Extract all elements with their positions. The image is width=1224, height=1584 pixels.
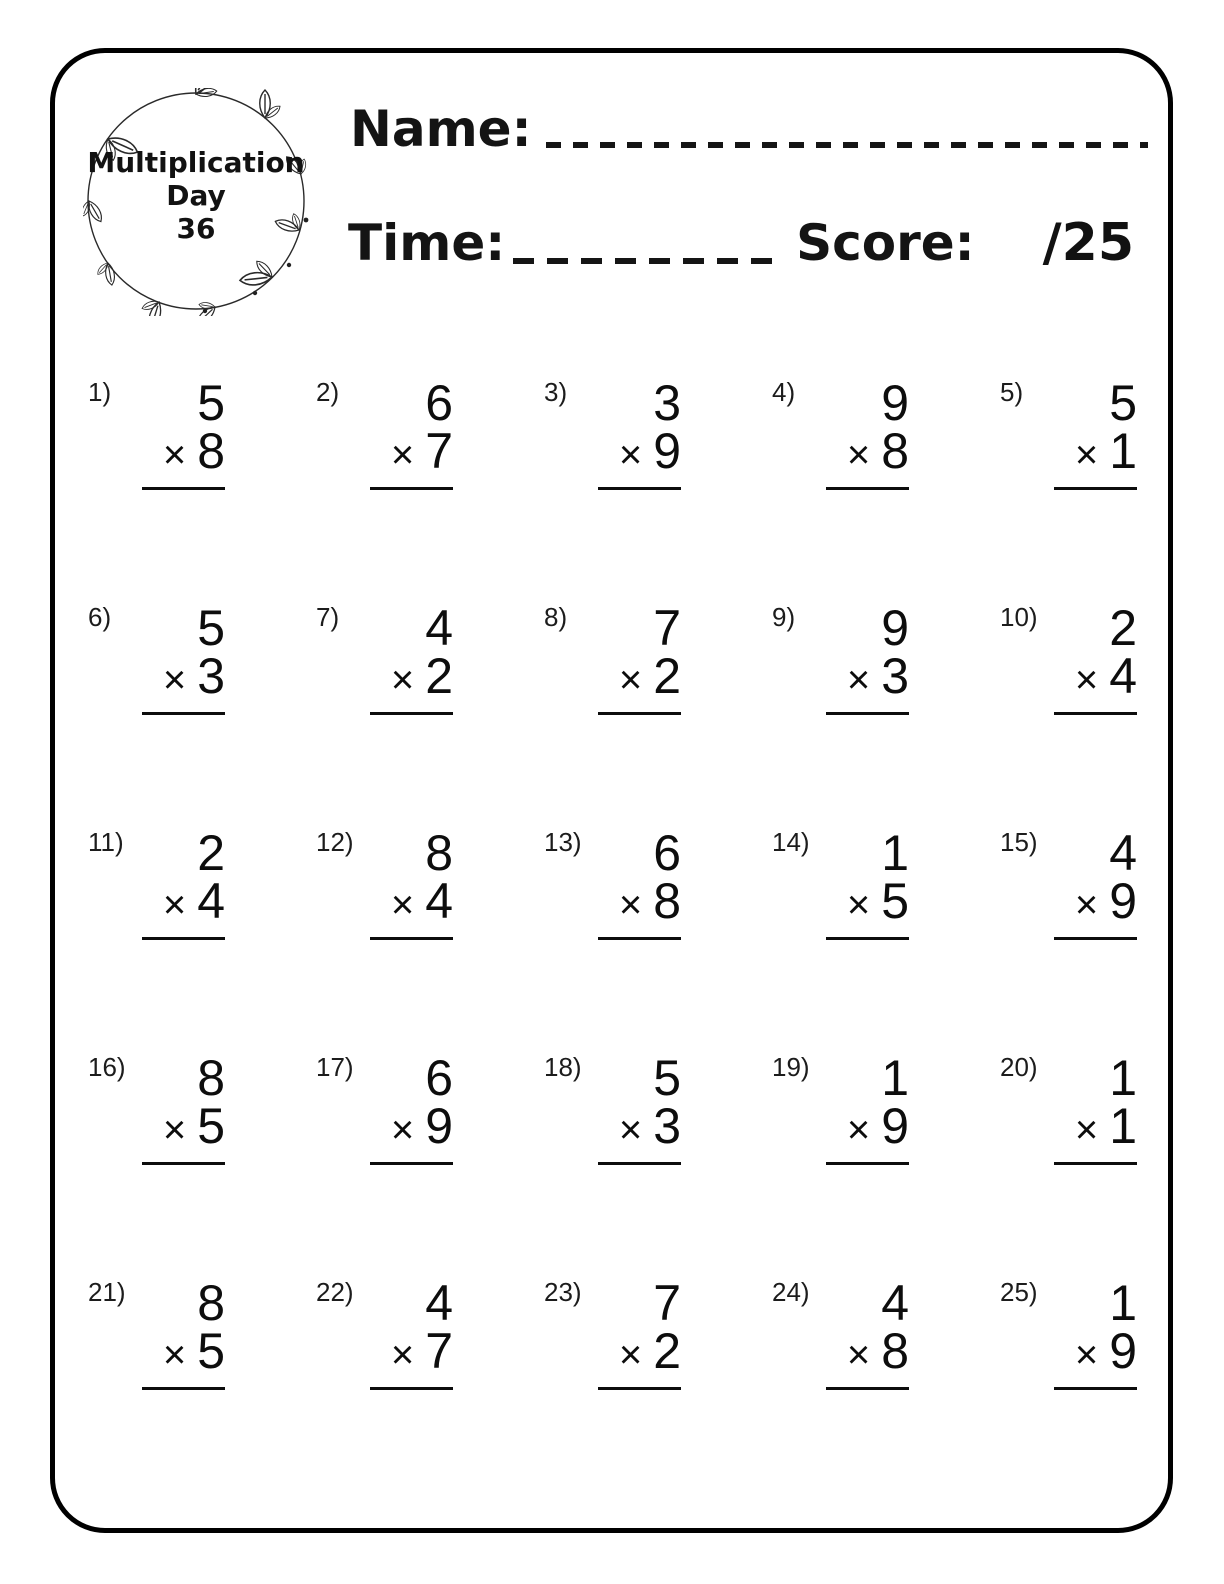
bottom-operand: 3	[197, 648, 225, 704]
operator-row	[1000, 423, 1137, 479]
problem-number: 5)	[1000, 377, 1024, 407]
multiply-icon: ×	[846, 658, 871, 702]
answer-line[interactable]	[142, 1162, 225, 1165]
multiply-icon: ×	[162, 433, 187, 477]
operator-row	[544, 1323, 681, 1379]
top-operand: 7	[653, 600, 681, 656]
score-label: Score:	[796, 214, 975, 272]
operator-row	[88, 648, 225, 704]
answer-line[interactable]	[826, 712, 909, 715]
problem-stack	[88, 822, 225, 940]
problem-cell	[544, 1047, 681, 1272]
problem-cell	[772, 372, 909, 597]
top-operand: 6	[425, 375, 453, 431]
operator-row	[316, 648, 453, 704]
top-operand: 7	[653, 1275, 681, 1331]
answer-line[interactable]	[1054, 937, 1137, 940]
multiply-icon: ×	[162, 1108, 187, 1152]
top-operand: 5	[653, 1050, 681, 1106]
problem-cell	[1000, 597, 1137, 822]
problem-number: 15)	[1000, 827, 1038, 857]
problem-stack	[316, 372, 453, 490]
answer-line[interactable]	[370, 487, 453, 490]
top-operand: 6	[425, 1050, 453, 1106]
problem-cell	[316, 1272, 453, 1497]
problem-number: 24)	[772, 1277, 810, 1307]
answer-line[interactable]	[1054, 487, 1137, 490]
problem-cell	[772, 597, 909, 822]
top-operand: 9	[881, 600, 909, 656]
bottom-operand: 4	[1109, 648, 1137, 704]
problem-number: 6)	[88, 602, 112, 632]
problem-stack	[316, 822, 453, 940]
top-operand: 6	[653, 825, 681, 881]
bottom-operand: 5	[197, 1098, 225, 1154]
problem-number: 1)	[88, 377, 112, 407]
problem-number: 20)	[1000, 1052, 1038, 1082]
problem-cell	[1000, 372, 1137, 597]
operator-row	[544, 1098, 681, 1154]
problem-stack	[88, 1272, 225, 1390]
multiply-icon: ×	[162, 658, 187, 702]
problem-cell	[772, 1272, 909, 1497]
multiply-icon: ×	[618, 658, 643, 702]
top-operand: 1	[881, 1050, 909, 1106]
problem-number: 19)	[772, 1052, 810, 1082]
name-label: Name:	[350, 100, 532, 158]
bottom-operand: 8	[653, 873, 681, 929]
problem-cell	[88, 822, 225, 1047]
operator-row	[1000, 1098, 1137, 1154]
problem-number: 13)	[544, 827, 582, 857]
problem-number: 9)	[772, 602, 796, 632]
logo-text	[83, 146, 309, 245]
operator-row	[316, 1323, 453, 1379]
bottom-operand: 3	[653, 1098, 681, 1154]
top-operand: 1	[1109, 1050, 1137, 1106]
bottom-operand: 7	[425, 1323, 453, 1379]
operator-row	[1000, 873, 1137, 929]
problem-cell	[316, 822, 453, 1047]
problem-stack	[544, 822, 681, 940]
problem-number: 7)	[316, 602, 340, 632]
multiply-icon: ×	[1074, 433, 1099, 477]
bottom-operand: 4	[425, 873, 453, 929]
logo	[83, 88, 309, 316]
problem-number: 4)	[772, 377, 796, 407]
problem-number: 3)	[544, 377, 568, 407]
problem-cell	[772, 1047, 909, 1272]
operator-row	[772, 648, 909, 704]
problem-number: 8)	[544, 602, 568, 632]
top-operand: 3	[653, 375, 681, 431]
problem-number: 2)	[316, 377, 340, 407]
problem-number: 21)	[88, 1277, 126, 1307]
operator-row	[1000, 1323, 1137, 1379]
top-operand: 2	[197, 825, 225, 881]
problem-stack	[1000, 372, 1137, 490]
bottom-operand: 2	[425, 648, 453, 704]
bottom-operand: 9	[653, 423, 681, 479]
problem-stack	[772, 1272, 909, 1390]
problem-cell	[544, 822, 681, 1047]
problem-cell	[88, 1272, 225, 1497]
problem-number: 22)	[316, 1277, 354, 1307]
problem-stack	[316, 1272, 453, 1390]
bottom-operand: 4	[197, 873, 225, 929]
problem-number: 17)	[316, 1052, 354, 1082]
logo-line2: Day	[166, 179, 226, 212]
problem-stack	[88, 372, 225, 490]
problem-number: 12)	[316, 827, 354, 857]
operator-row	[544, 423, 681, 479]
multiply-icon: ×	[390, 1333, 415, 1377]
bottom-operand: 5	[197, 1323, 225, 1379]
multiply-icon: ×	[618, 433, 643, 477]
bottom-operand: 9	[1109, 1323, 1137, 1379]
bottom-operand: 9	[881, 1098, 909, 1154]
top-operand: 4	[881, 1275, 909, 1331]
problem-stack	[1000, 822, 1137, 940]
multiply-icon: ×	[390, 1108, 415, 1152]
time-score-row	[348, 214, 1134, 272]
answer-line[interactable]	[142, 487, 225, 490]
top-operand: 9	[881, 375, 909, 431]
top-operand: 1	[1109, 1275, 1137, 1331]
problem-stack	[1000, 597, 1137, 715]
problem-cell	[772, 822, 909, 1047]
top-operand: 4	[425, 1275, 453, 1331]
multiply-icon: ×	[390, 883, 415, 927]
answer-line[interactable]	[826, 1387, 909, 1390]
operator-row	[544, 873, 681, 929]
problem-cell	[316, 1047, 453, 1272]
multiply-icon: ×	[846, 433, 871, 477]
answer-line[interactable]	[142, 712, 225, 715]
bottom-operand: 2	[653, 1323, 681, 1379]
top-operand: 5	[1109, 375, 1137, 431]
multiply-icon: ×	[162, 883, 187, 927]
problem-stack	[1000, 1272, 1137, 1390]
operator-row	[544, 648, 681, 704]
answer-line[interactable]	[370, 937, 453, 940]
name-blank-line[interactable]	[546, 142, 1148, 148]
bottom-operand: 1	[1109, 1098, 1137, 1154]
bottom-operand: 5	[881, 873, 909, 929]
problem-stack	[544, 372, 681, 490]
problem-stack	[772, 1047, 909, 1165]
top-operand: 2	[1109, 600, 1137, 656]
bottom-operand: 7	[425, 423, 453, 479]
time-label: Time:	[348, 214, 506, 272]
problem-cell	[1000, 1272, 1137, 1497]
answer-line[interactable]	[370, 1387, 453, 1390]
multiply-icon: ×	[618, 1333, 643, 1377]
multiply-icon: ×	[1074, 658, 1099, 702]
bottom-operand: 8	[197, 423, 225, 479]
problem-stack	[544, 1047, 681, 1165]
top-operand: 1	[881, 825, 909, 881]
operator-row	[316, 873, 453, 929]
problem-stack	[544, 1272, 681, 1390]
time-blank-line[interactable]	[513, 258, 774, 264]
top-operand: 8	[425, 825, 453, 881]
name-row	[350, 100, 1148, 158]
operator-row	[88, 1323, 225, 1379]
top-operand: 8	[197, 1275, 225, 1331]
answer-line[interactable]	[370, 712, 453, 715]
problem-cell	[544, 1272, 681, 1497]
problem-number: 23)	[544, 1277, 582, 1307]
operator-row	[88, 423, 225, 479]
problem-cell	[88, 372, 225, 597]
problem-cell	[88, 1047, 225, 1272]
answer-line[interactable]	[598, 1162, 681, 1165]
answer-line[interactable]	[598, 1387, 681, 1390]
answer-line[interactable]	[1054, 1162, 1137, 1165]
bottom-operand: 1	[1109, 423, 1137, 479]
top-operand: 4	[425, 600, 453, 656]
problem-number: 10)	[1000, 602, 1038, 632]
operator-row	[88, 1098, 225, 1154]
score-value: /25	[1042, 213, 1134, 273]
problem-stack	[772, 372, 909, 490]
bottom-operand: 9	[1109, 873, 1137, 929]
top-operand: 5	[197, 375, 225, 431]
operator-row	[772, 1098, 909, 1154]
problem-stack	[544, 597, 681, 715]
problem-number: 14)	[772, 827, 810, 857]
problem-cell	[1000, 1047, 1137, 1272]
multiply-icon: ×	[162, 1333, 187, 1377]
answer-line[interactable]	[598, 487, 681, 490]
problem-number: 16)	[88, 1052, 126, 1082]
problem-number: 11)	[88, 827, 124, 857]
multiply-icon: ×	[1074, 1333, 1099, 1377]
problem-stack	[316, 1047, 453, 1165]
bottom-operand: 3	[881, 648, 909, 704]
operator-row	[316, 423, 453, 479]
problem-number: 18)	[544, 1052, 582, 1082]
problem-cell	[544, 597, 681, 822]
problems-grid	[88, 372, 1137, 1497]
problem-cell	[316, 597, 453, 822]
problem-cell	[544, 372, 681, 597]
multiply-icon: ×	[1074, 1108, 1099, 1152]
problem-stack	[88, 1047, 225, 1165]
bottom-operand: 9	[425, 1098, 453, 1154]
problem-cell	[1000, 822, 1137, 1047]
answer-line[interactable]	[826, 937, 909, 940]
operator-row	[772, 1323, 909, 1379]
problem-stack	[772, 822, 909, 940]
answer-line[interactable]	[1054, 1387, 1137, 1390]
bottom-operand: 8	[881, 1323, 909, 1379]
multiply-icon: ×	[846, 883, 871, 927]
answer-line[interactable]	[370, 1162, 453, 1165]
answer-line[interactable]	[598, 937, 681, 940]
bottom-operand: 8	[881, 423, 909, 479]
answer-line[interactable]	[1054, 712, 1137, 715]
problem-stack	[88, 597, 225, 715]
multiply-icon: ×	[846, 1333, 871, 1377]
multiply-icon: ×	[1074, 883, 1099, 927]
operator-row	[1000, 648, 1137, 704]
multiply-icon: ×	[390, 658, 415, 702]
logo-line1: Multiplication	[87, 146, 305, 179]
operator-row	[772, 423, 909, 479]
multiply-icon: ×	[390, 433, 415, 477]
operator-row	[88, 873, 225, 929]
logo-line3: 36	[176, 212, 216, 245]
problem-stack	[316, 597, 453, 715]
problem-number: 25)	[1000, 1277, 1038, 1307]
problem-stack	[1000, 1047, 1137, 1165]
problem-cell	[88, 597, 225, 822]
answer-line[interactable]	[826, 1162, 909, 1165]
top-operand: 8	[197, 1050, 225, 1106]
bottom-operand: 2	[653, 648, 681, 704]
answer-line[interactable]	[598, 712, 681, 715]
multiply-icon: ×	[618, 1108, 643, 1152]
multiply-icon: ×	[618, 883, 643, 927]
problem-cell	[316, 372, 453, 597]
multiply-icon: ×	[846, 1108, 871, 1152]
operator-row	[772, 873, 909, 929]
answer-line[interactable]	[826, 487, 909, 490]
answer-line[interactable]	[142, 1387, 225, 1390]
top-operand: 4	[1109, 825, 1137, 881]
problem-stack	[772, 597, 909, 715]
operator-row	[316, 1098, 453, 1154]
top-operand: 5	[197, 600, 225, 656]
answer-line[interactable]	[142, 937, 225, 940]
